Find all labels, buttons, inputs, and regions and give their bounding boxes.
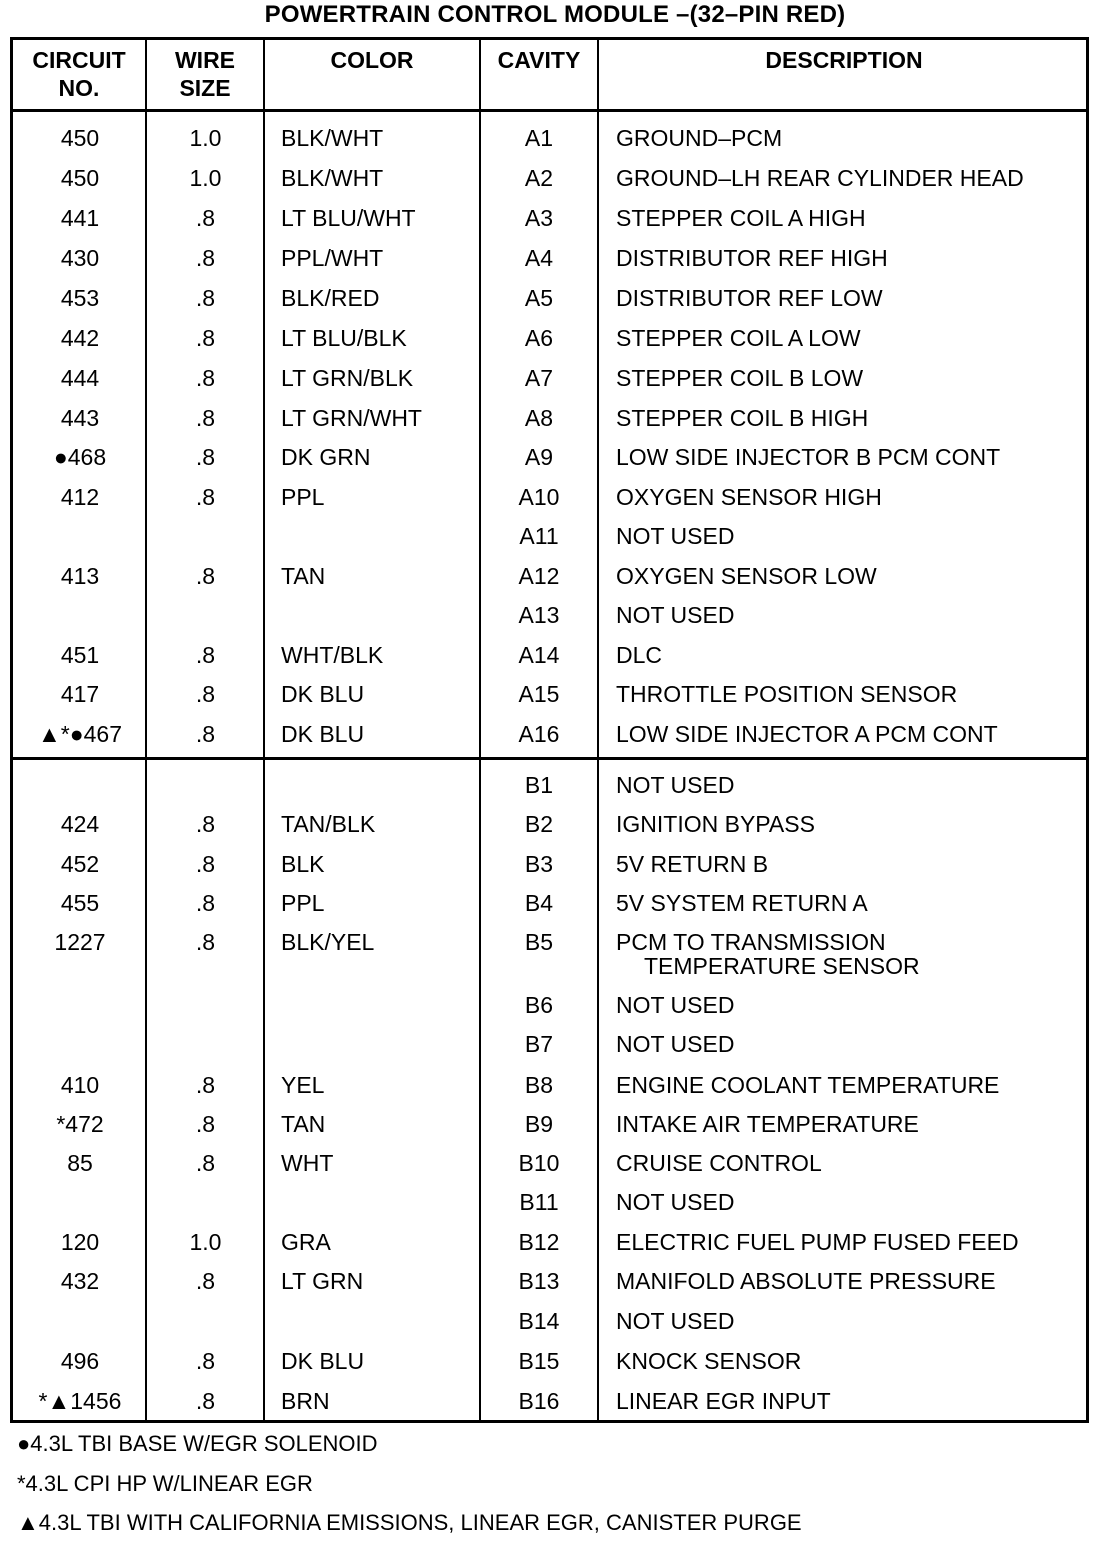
cavity: B14 xyxy=(518,1308,560,1334)
description xyxy=(616,1348,801,1374)
wire-size: .8 xyxy=(195,205,216,231)
circuit-no: 453 xyxy=(60,285,100,311)
wire-size: 1.0 xyxy=(189,165,222,191)
circuit-no: 441 xyxy=(60,205,100,231)
description-text: NOT USED xyxy=(616,1308,735,1334)
page-title: POWERTRAIN CONTROL MODULE –(32–PIN RED) xyxy=(264,1,846,28)
description xyxy=(616,851,768,877)
column-divider xyxy=(597,40,599,1420)
wire-color: BLK xyxy=(281,851,325,877)
description-text: ENGINE COOLANT TEMPERATURE xyxy=(616,1072,1000,1098)
wire-color: BLK/YEL xyxy=(281,929,375,955)
wire-color: BLK/WHT xyxy=(281,165,384,191)
description xyxy=(616,285,883,311)
description xyxy=(616,523,734,549)
wire-color: TAN/BLK xyxy=(281,811,376,837)
wire-size: .8 xyxy=(195,1388,216,1414)
description-text: THROTTLE POSITION SENSOR xyxy=(616,681,958,707)
cavity: B16 xyxy=(518,1388,560,1414)
description-text: STEPPER COIL A LOW xyxy=(616,325,861,351)
wire-color: TAN xyxy=(281,1111,326,1137)
cavity: A2 xyxy=(524,165,554,191)
circuit-no: 412 xyxy=(60,484,100,510)
header-circuit-line2: NO. xyxy=(58,75,100,101)
description xyxy=(616,245,888,271)
description-text: STEPPER COIL B HIGH xyxy=(616,405,869,431)
cavity: B10 xyxy=(518,1150,560,1176)
wire-color: LT BLU/WHT xyxy=(281,205,416,231)
circuit-no: 455 xyxy=(60,890,100,916)
wire-size: .8 xyxy=(195,721,216,747)
cavity: A4 xyxy=(524,245,554,271)
description xyxy=(616,772,734,798)
cavity: B15 xyxy=(518,1348,560,1374)
description xyxy=(616,205,866,231)
description-text: NOT USED xyxy=(616,992,735,1018)
circuit-no: ●468 xyxy=(53,444,107,470)
cavity: A3 xyxy=(524,205,554,231)
description xyxy=(616,681,957,707)
wire-size: .8 xyxy=(195,1111,216,1137)
cavity: B13 xyxy=(518,1268,560,1294)
wire-size: .8 xyxy=(195,325,216,351)
wire-size: .8 xyxy=(195,929,216,955)
description xyxy=(616,563,877,589)
wire-size: .8 xyxy=(195,642,216,668)
description xyxy=(616,1111,919,1137)
wire-color: LT GRN/WHT xyxy=(281,405,422,431)
wire-color: BLK/WHT xyxy=(281,125,384,151)
wire-size: .8 xyxy=(195,1072,216,1098)
header-wire-line2: SIZE xyxy=(179,75,231,101)
header-wire-line1: WIRE xyxy=(174,47,236,73)
wire-size: .8 xyxy=(195,890,216,916)
description xyxy=(616,1268,996,1294)
description xyxy=(616,642,662,668)
description-text: KNOCK SENSOR xyxy=(616,1348,802,1374)
circuit-no: 410 xyxy=(60,1072,100,1098)
wire-color: LT GRN/BLK xyxy=(281,365,414,391)
description-continuation: TEMPERATURE SENSOR xyxy=(644,953,920,979)
connector-table xyxy=(10,37,1089,1423)
description-text: NOT USED xyxy=(616,772,735,798)
description-text: NOT USED xyxy=(616,1031,735,1057)
description-text: STEPPER COIL A HIGH xyxy=(616,205,866,231)
description xyxy=(616,1150,822,1176)
footnote-triangle: ▲4.3L TBI WITH CALIFORNIA EMISSIONS, LINEAR EGR, CANISTER PURGE xyxy=(17,1510,802,1535)
circuit-no: 450 xyxy=(60,125,100,151)
wire-size: .8 xyxy=(195,484,216,510)
cavity: A7 xyxy=(524,365,554,391)
wire-size: .8 xyxy=(195,365,216,391)
footnote-bullet: ●4.3L TBI BASE W/EGR SOLENOID xyxy=(17,1431,378,1456)
description-text: MANIFOLD ABSOLUTE PRESSURE xyxy=(616,1268,996,1294)
description-text: LOW SIDE INJECTOR B PCM CONT xyxy=(616,444,1001,470)
header-description: DESCRIPTION xyxy=(765,47,923,73)
description xyxy=(616,125,782,151)
cavity: A16 xyxy=(518,721,560,747)
wire-size: .8 xyxy=(195,245,216,271)
description-text: IGNITION BYPASS xyxy=(616,811,815,837)
description xyxy=(616,444,1000,470)
wire-color: PPL xyxy=(281,484,325,510)
description-text: NOT USED xyxy=(616,602,735,628)
description xyxy=(616,721,998,747)
wire-size: .8 xyxy=(195,444,216,470)
description-text: LINEAR EGR INPUT xyxy=(616,1388,831,1414)
header-circuit-line1: CIRCUIT xyxy=(32,47,126,73)
description-text: DISTRIBUTOR REF HIGH xyxy=(616,245,888,271)
cavity: A6 xyxy=(524,325,554,351)
description-text: ELECTRIC FUEL PUMP FUSED FEED xyxy=(616,1229,1019,1255)
description xyxy=(616,1229,1019,1255)
header-wire-size xyxy=(147,46,263,102)
wire-color: LT BLU/BLK xyxy=(281,325,407,351)
cavity: A10 xyxy=(518,484,560,510)
cavity: A8 xyxy=(524,405,554,431)
cavity: A14 xyxy=(518,642,560,668)
cavity: A15 xyxy=(518,681,560,707)
wire-color: BRN xyxy=(281,1388,330,1414)
circuit-no: 451 xyxy=(60,642,100,668)
circuit-no: 413 xyxy=(60,563,100,589)
header-circuit-no xyxy=(13,46,145,102)
description-text: DISTRIBUTOR REF LOW xyxy=(616,285,883,311)
wire-size: .8 xyxy=(195,811,216,837)
circuit-no: 443 xyxy=(60,405,100,431)
wire-color: DK GRN xyxy=(281,444,371,470)
cavity: B6 xyxy=(524,992,554,1018)
circuit-no: ▲*●467 xyxy=(38,721,122,747)
wire-size: .8 xyxy=(195,681,216,707)
circuit-no: 430 xyxy=(60,245,100,271)
wire-color: PPL/WHT xyxy=(281,245,384,271)
cavity: B2 xyxy=(524,811,554,837)
circuit-no: 417 xyxy=(60,681,100,707)
section-divider xyxy=(13,757,1086,760)
description xyxy=(616,165,1024,191)
circuit-no: 496 xyxy=(60,1348,100,1374)
cavity: A12 xyxy=(518,563,560,589)
description xyxy=(616,992,734,1018)
cavity: B5 xyxy=(524,929,554,955)
cavity: B8 xyxy=(524,1072,554,1098)
cavity: B11 xyxy=(519,1189,559,1215)
cavity: B3 xyxy=(524,851,554,877)
description-text: LOW SIDE INJECTOR A PCM CONT xyxy=(616,721,998,747)
description xyxy=(616,1072,999,1098)
circuit-no: *472 xyxy=(56,1111,104,1137)
circuit-no: 452 xyxy=(60,851,100,877)
circuit-no: 432 xyxy=(60,1268,100,1294)
description xyxy=(616,1308,734,1334)
description-text: NOT USED xyxy=(616,523,735,549)
circuit-no: 85 xyxy=(67,1150,93,1176)
circuit-no: 450 xyxy=(60,165,100,191)
description-text: DLC xyxy=(616,642,663,668)
description xyxy=(616,1388,831,1414)
cavity: A5 xyxy=(524,285,554,311)
cavity: A9 xyxy=(524,444,554,470)
wire-color: DK BLU xyxy=(281,681,365,707)
cavity: B4 xyxy=(524,890,554,916)
wire-color: BLK/RED xyxy=(281,285,380,311)
wire-color: DK BLU xyxy=(281,721,365,747)
wire-size: 1.0 xyxy=(189,1229,222,1255)
wire-size: .8 xyxy=(195,851,216,877)
wire-size: .8 xyxy=(195,563,216,589)
wire-color: PPL xyxy=(281,890,325,916)
description xyxy=(616,325,861,351)
circuit-no: 442 xyxy=(60,325,100,351)
description xyxy=(616,405,868,431)
cavity: A11 xyxy=(519,523,559,549)
description xyxy=(616,484,882,510)
wire-color: DK BLU xyxy=(281,1348,365,1374)
wire-size: .8 xyxy=(195,285,216,311)
description-text: PCM TO TRANSMISSION xyxy=(616,929,886,955)
wire-color: WHT xyxy=(281,1150,334,1176)
wire-size: 1.0 xyxy=(189,125,222,151)
cavity: B7 xyxy=(524,1031,554,1057)
header-divider xyxy=(13,109,1086,112)
wire-color: TAN xyxy=(281,563,326,589)
wire-size: .8 xyxy=(195,1150,216,1176)
description xyxy=(616,929,920,977)
description xyxy=(616,365,863,391)
description xyxy=(616,1031,734,1057)
cavity: B9 xyxy=(524,1111,554,1137)
cavity: A1 xyxy=(524,125,554,151)
wire-color: LT GRN xyxy=(281,1268,364,1294)
description-text: OXYGEN SENSOR HIGH xyxy=(616,484,882,510)
description-text: CRUISE CONTROL xyxy=(616,1150,822,1176)
description-text: GROUND–LH REAR CYLINDER HEAD xyxy=(616,165,1024,191)
description xyxy=(616,1189,734,1215)
wire-color: WHT/BLK xyxy=(281,642,384,668)
wire-size: .8 xyxy=(195,1268,216,1294)
description-text: GROUND–PCM xyxy=(616,125,783,151)
circuit-no: *▲1456 xyxy=(38,1388,122,1414)
wire-size: .8 xyxy=(195,1348,216,1374)
circuit-no: 1227 xyxy=(54,929,106,955)
circuit-no: 120 xyxy=(60,1229,100,1255)
wire-color: GRA xyxy=(281,1229,331,1255)
cavity: A13 xyxy=(518,602,560,628)
circuit-no: 424 xyxy=(60,811,100,837)
description-text: NOT USED xyxy=(616,1189,735,1215)
description xyxy=(616,602,734,628)
description-text: 5V RETURN B xyxy=(616,851,769,877)
description xyxy=(616,811,815,837)
description xyxy=(616,890,868,916)
description-text: STEPPER COIL B LOW xyxy=(616,365,864,391)
header-cavity: CAVITY xyxy=(497,47,581,73)
description-text: 5V SYSTEM RETURN A xyxy=(616,890,868,916)
circuit-no: 444 xyxy=(60,365,100,391)
description-text: INTAKE AIR TEMPERATURE xyxy=(616,1111,919,1137)
description-text: OXYGEN SENSOR LOW xyxy=(616,563,877,589)
header-color: COLOR xyxy=(330,47,414,73)
wire-size: .8 xyxy=(195,405,216,431)
cavity: B12 xyxy=(518,1229,560,1255)
wire-color: YEL xyxy=(281,1072,325,1098)
cavity: B1 xyxy=(524,772,554,798)
footnote-asterisk: *4.3L CPI HP W/LINEAR EGR xyxy=(17,1471,313,1496)
